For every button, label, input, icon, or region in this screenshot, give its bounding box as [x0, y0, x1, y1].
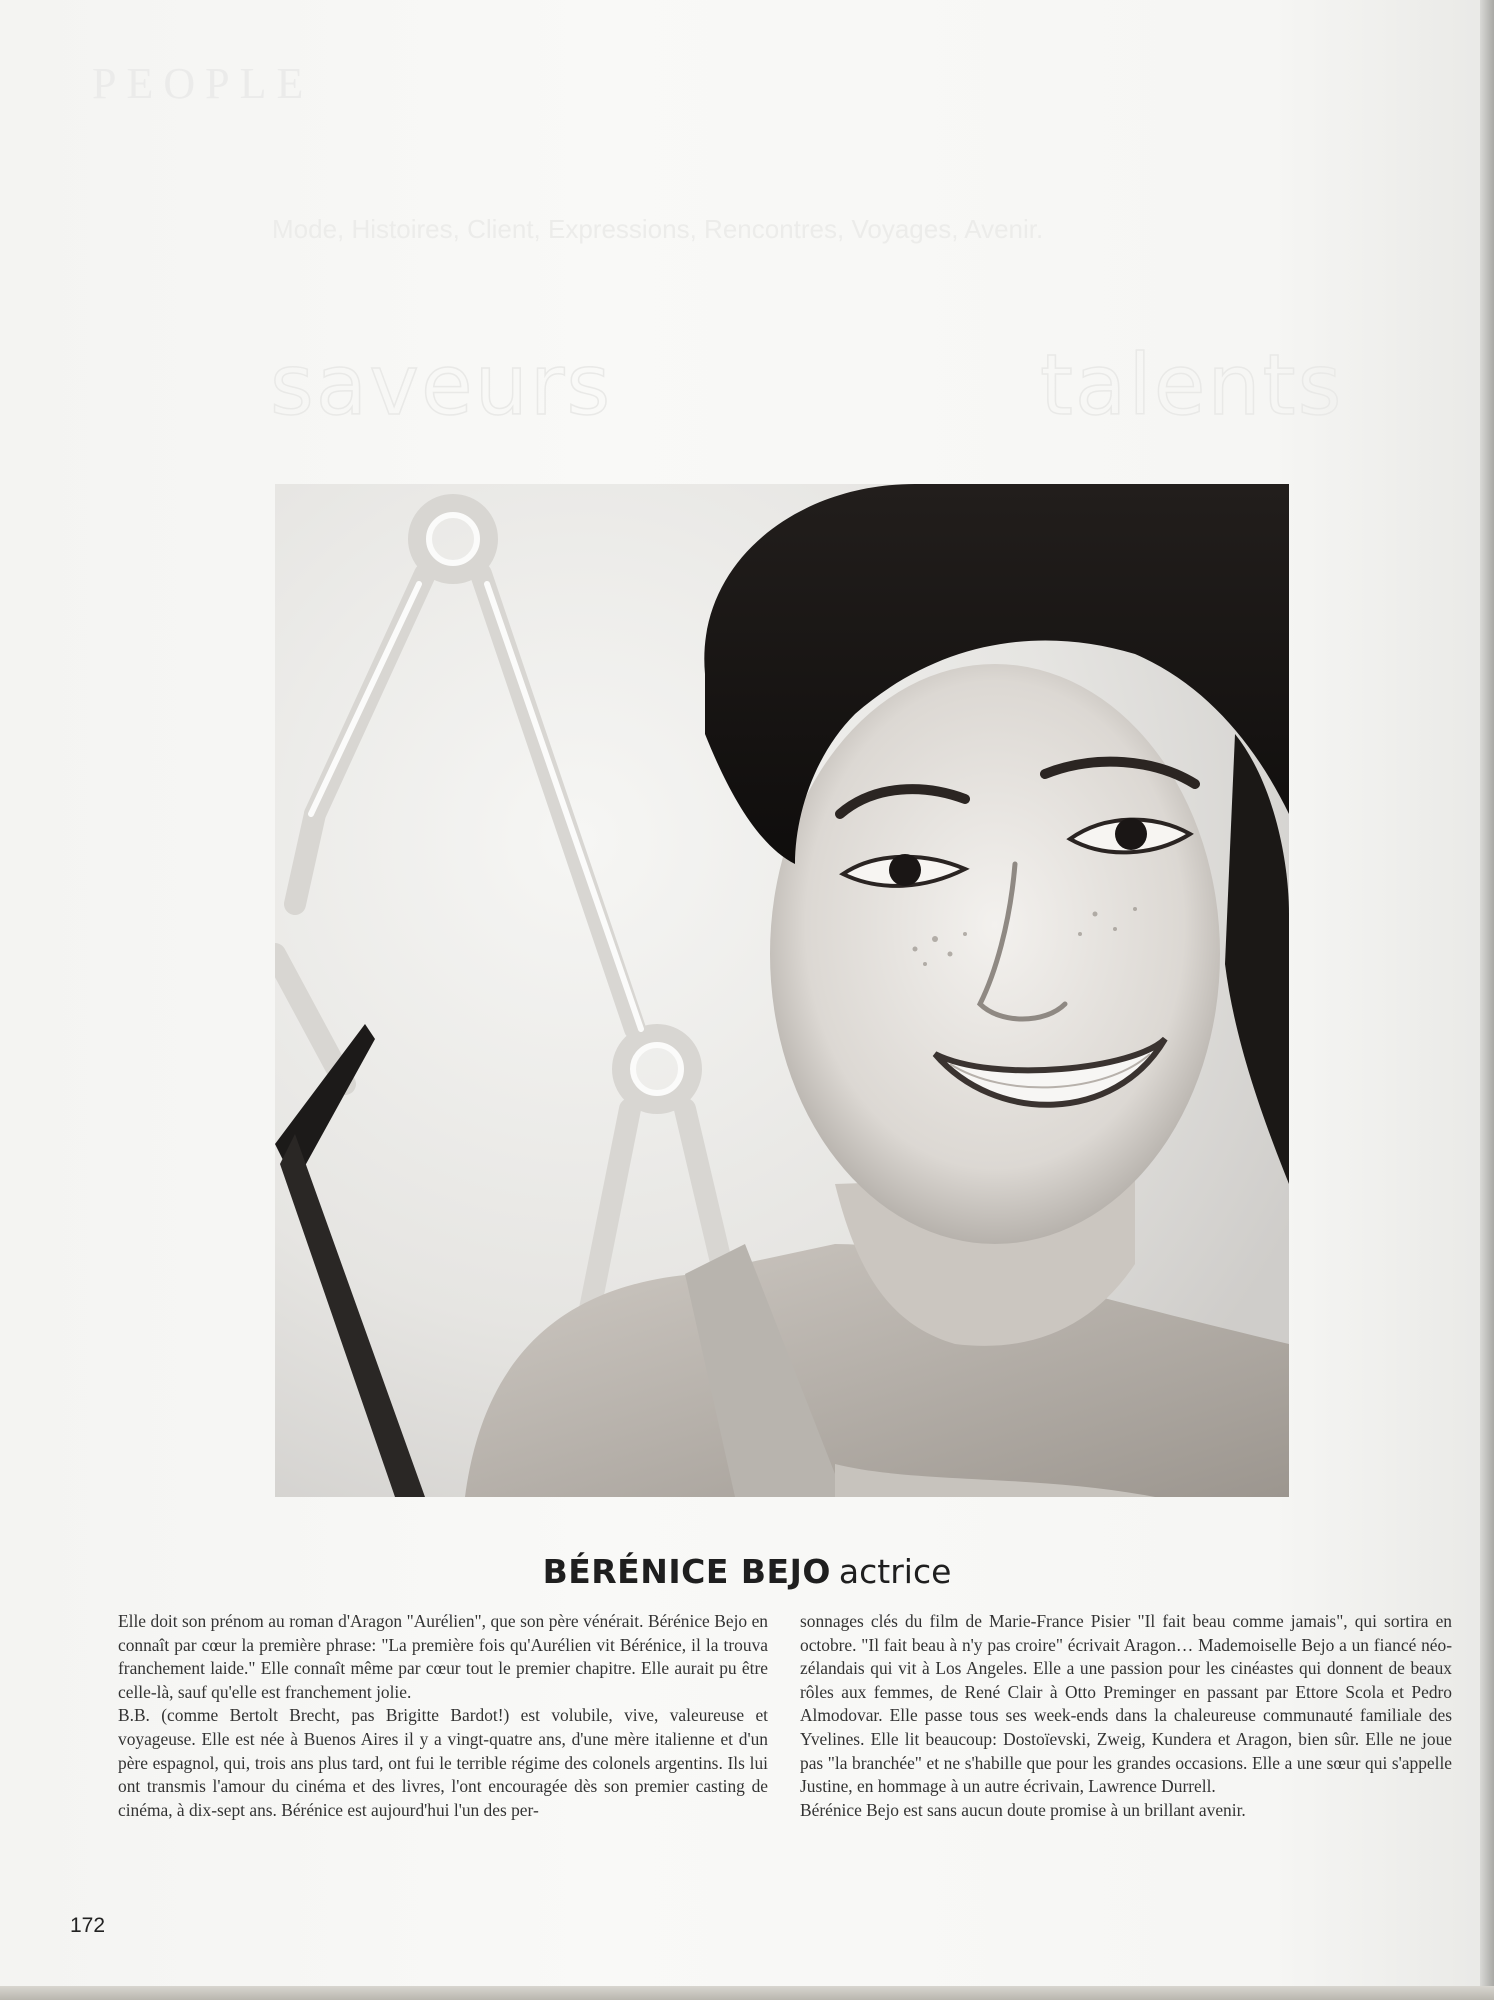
face: [770, 664, 1220, 1244]
page-spine-shadow: [1480, 0, 1494, 2000]
section-label: PEOPLE: [92, 59, 314, 108]
person-role: actrice: [838, 1552, 952, 1591]
person-name: BÉRÉNICE BEJO: [542, 1552, 831, 1591]
right-pupil: [1115, 818, 1147, 850]
show-through-word-right: talents: [1040, 336, 1344, 434]
left-pupil: [889, 854, 921, 886]
portrait-photo: [275, 484, 1289, 1497]
article-paragraph: sonnages clés du film de Marie-France Pisier "Il fait beau comme jamais", qui sortira en octobre. "Il fait beau à n'y pas croire" écrivait Aragon… Mademoiselle Bejo a un fiancé néo-zélandais qui vit à Los Angeles. Elle a une passion pour les cinéastes qui donnent de beaux rôles aux femmes, de René Clair à Otto Preminger en passant par Ettore Scola et Pedro Almodovar. Elle passe tous ses week-ends dans la chaleureuse communauté familiale des Yvelines. Elle lit beaucoup: Dostoïevski, Zweig, Kundera et Aragon, bien sûr. Elle ne joue pas "la branchée" et ne s'habille que pour les grandes occasions. Elle a une sœur qui s'appelle Justine, en hommage à un autre écrivain, Lawrence Durrell.: [800, 1611, 1452, 1797]
show-through-word-left: saveurs: [270, 336, 613, 434]
article-paragraph: Elle doit son prénom au roman d'Aragon "Aurélien", que son père vénérait. Bérénice Bejo en connaît par cœur la première phrase: "La première fois qu'Aurélien vit Bérénice, il la trouva franchement laide." Elle connaît même par cœur tout le premier chapitre. Elle aurait pu être celle-là, sauf qu'elle est franchement jolie.: [118, 1611, 768, 1702]
article-column-left: [118, 1610, 768, 1822]
article-headline: [0, 1552, 1494, 1591]
page-bottom-edge: [0, 1986, 1494, 2000]
portrait-illustration: [275, 484, 1289, 1497]
article-paragraph: Bérénice Bejo est sans aucun doute promise à un brillant avenir.: [800, 1799, 1246, 1820]
show-through-text: Mode, Histoires, Client, Expressions, Rencontres, Voyages, Avenir.: [272, 214, 1044, 244]
article-column-right: [800, 1610, 1452, 1822]
page-number: 172: [70, 1914, 106, 1937]
article-paragraph: B.B. (comme Bertolt Brecht, pas Brigitte Bardot!) est volubile, vive, valeureuse et voyageuse. Elle est née à Buenos Aires il y a vingt-quatre ans, d'une mère italienne et d'un père espagnol, qui, trois ans plus tard, ont fui le terrible régime des colonels argentins. Ils lui ont transmis l'amour du cinéma et des livres, l'ont encouragée dès son premier casting de cinéma, à dix-sept ans. Bérénice est aujourd'hui l'un des per-: [118, 1705, 768, 1820]
